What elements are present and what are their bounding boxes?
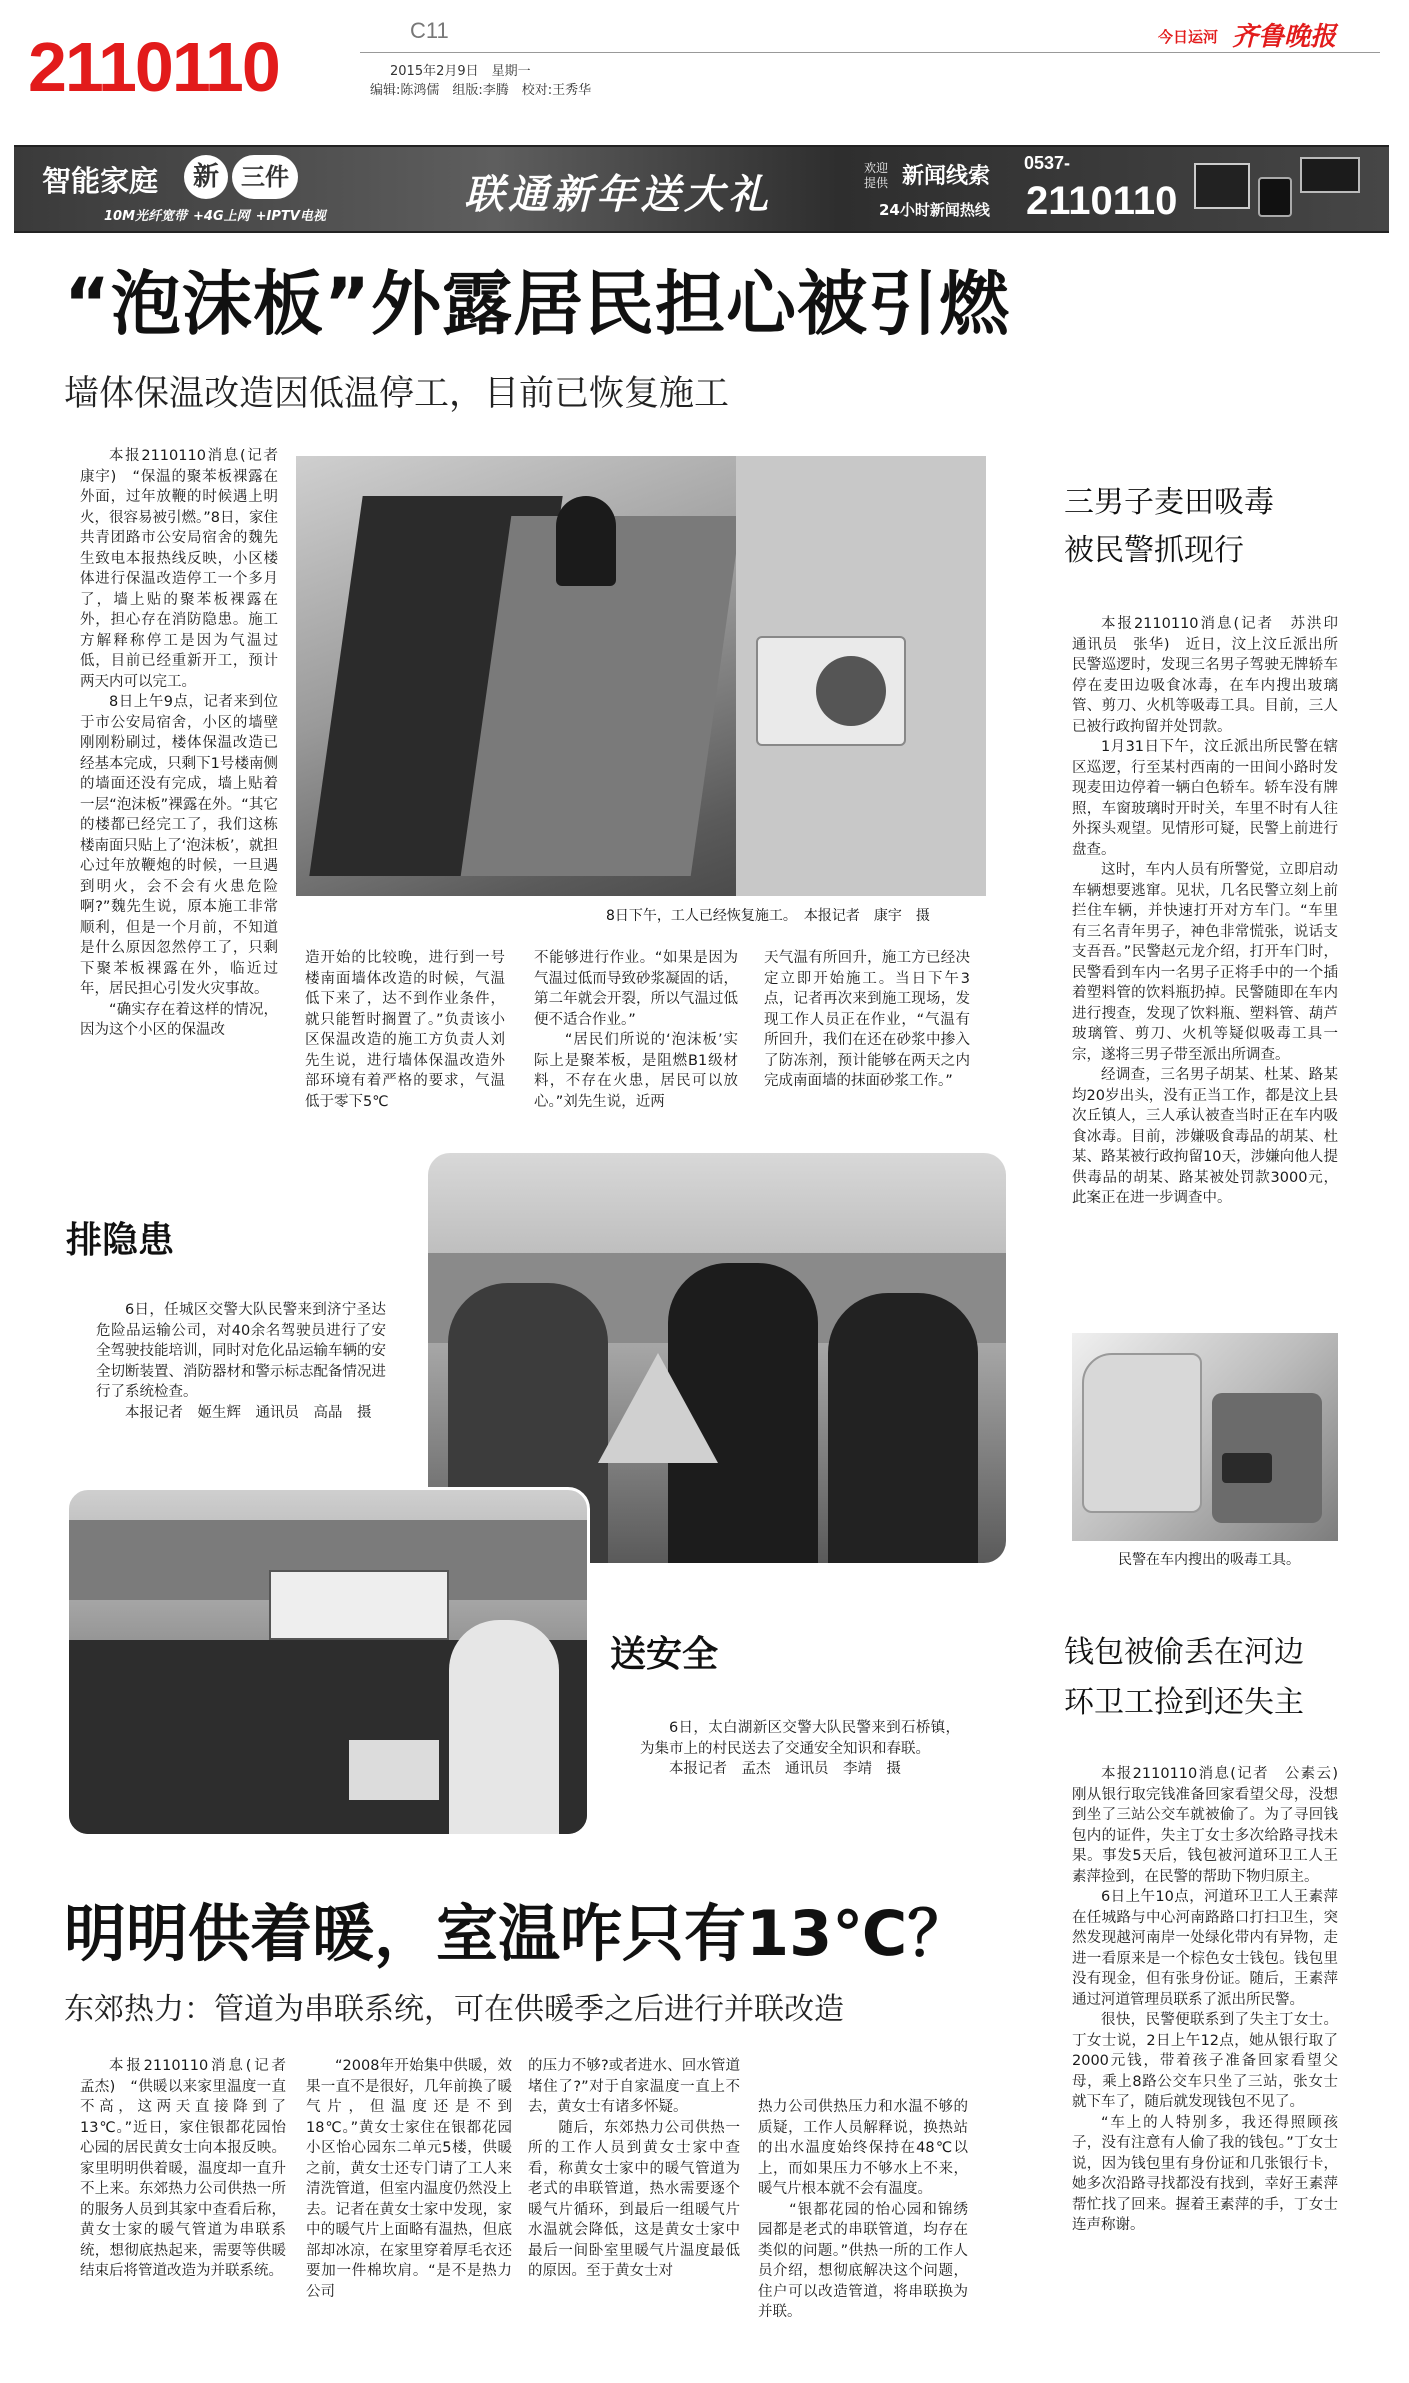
photo-credit: 本报记者 孟杰 通讯员 李靖 摄 [669,1761,901,1777]
heating-headline: 明明供着暖，室温咋只有13℃？ [64,1897,970,1970]
ad-hotline-number: 2110110 [1026,179,1178,223]
paragraph: 6日，太白湖新区交警大队民警来到石桥镇，为集市上的村民送去了交通安全知识和春联。 [640,1720,960,1757]
hotline-number: 2110110 [28,28,279,106]
paragraph: 本报2110110消息(记者 苏洪印 通讯员 张华) 近日，汶上汶丘派出所民警巡逻时，发现三名男子驾驶无牌轿车停在麦田边吸食冰毒，在车内搜出玻璃管、剪刀、火机等吸毒工具。目前，三人已被行政拘留并处罚款。 [1072,616,1353,735]
header-divider [360,52,1380,53]
drug-tools-photo [1072,1333,1338,1541]
ad-area-code: 0537- [1024,153,1071,173]
ad-badge-three: 三件 [232,155,298,199]
ad-item-broadband: 10M光纤宽带 [104,209,188,224]
paragraph: 本报2110110消息(记者 孟杰) “供暖以来家里温度一直不高，这两天直接降到了13℃。”近日，家住银都花园怡心园的居民黄女士向本报反映。家里明明供着暖，温度却一直升不上来。东郊热力公司供热一所的服务人员到其家中查看后称，黄女士家的暖气管道为串联系统，想彻底热起来，需要等供暖结束后将管道改造为并联系统。 [80,2058,301,2279]
ad-hotline-label: 24小时新闻热线 [879,201,990,219]
wallet-headline-line2: 环卫工捡到还失主 [1064,1685,1304,1720]
paper-name-logo: 齐鲁晚报 [1232,22,1337,52]
ad-badge-new: 新 [184,155,228,199]
ad-item-4g: +4G上网 [193,209,250,224]
ad-items [104,205,326,224]
paragraph: 热力公司供热压力和水温不够的质疑，工作人员解释说，换热站的出水温度始终保持在48℃以上，而如果压力不够水上不来，暖气片根本就不会有温度。 “银都花园的怡心园和锦绣园都是老式的串联管道，均存在类似的问题。”供热一所的工作人员介绍，想彻底解决这个问题，住户可以改造管道，将串联换为并联。 [758,2099,968,2320]
main-story-col4: 天气温有所回升，施工方已经决定立即开始施工。当日下午3点，记者再次来到施工现场，发现工作人员正在作业，“气温有所回升，我们在还在砂浆中掺入了防冻剂，预计能够在两天之内完成南面墙的抹面砂浆工作。” [764,950,970,1089]
drug-headline-line1: 三男子麦田吸毒 [1064,485,1274,520]
safety-headline: 送安全 [610,1634,719,1675]
paragraph: 8日上午9点，记者来到位于市公安局宿舍，小区的墙壁刚刚粉刷过，楼体保温改造已经基本完成，只剩下1号楼南侧的墙面还没有完成，墙上贴着一层“泡沫板”裸露在外。“其它的楼都已经完工了，我们这栋楼南面只贴上了‘泡沫板’，就担心过年放鞭炮的时候，一旦遇到明火，会不会有火患危险啊?”魏先生说，原本施工非常顺利，但是一个月前，不知道是什么原因忽然停工了，只剩下聚苯板裸露在外，临近过年，居民担心引发火灾事故。 [80,694,278,997]
drug-photo-caption: 民警在车内搜出的吸毒工具。 [1118,1552,1300,1568]
drug-headline-line2: 被民警抓现行 [1064,533,1244,568]
main-subheadline: 墙体保温改造因低温停工，目前已恢复施工 [64,374,730,414]
heating-col3: 的压力不够?或者进水、回水管道堵住了?”对于自家温度一直上不去，黄女士有诸多怀疑。 随后，东郊热力公司供热一所的工作人员到黄女士家中查看，称黄女士家中的暖气管道为老式的串联管道，热水需要逐个暖气片循环，到最后一组暖气片水温就会降低，这是黄女士家中最后一间卧室里暖气片温度最低的原因。至于黄女士对 [528,2058,740,2279]
paragraph: 本报2110110消息(记者 康宇) “保温的聚苯板裸露在外面，过年放鞭的时候遇上明火，很容易被引燃。”8日，家住共青团路市公安局宿舍的魏先生致电本报热线反映，小区楼体进行保温改造停工一个多月了，墙上贴的聚苯板裸露在外，担心存在消防隐患。施工方解释称停工是因为气温过低，目前已经重新开工，预计两天内可以完工。 [80,448,293,690]
construction-photo-caption: 8日下午，工人已经恢复施工。 本报记者 康宇 摄 [606,908,930,924]
section-name: 今日运河 [1158,28,1219,46]
construction-photo [296,456,986,896]
main-story-col1 [80,446,293,1041]
ad-banner [14,145,1389,233]
safety-market-photo [66,1487,590,1837]
heating-col4 [758,2056,968,2343]
ad-item-iptv: +IPTV电视 [255,209,326,224]
ad-slogan: 联通新年送大礼 [464,171,772,218]
drug-story-body [1072,614,1353,1209]
heating-col1 [80,2056,301,2282]
paragraph: 经调查，三名男子胡某、杜某、路某均20岁出头，没有正当工作，都是汶上县次丘镇人，三人承认被查当时正在车内吸食冰毒。目前，涉嫌吸食毒品的胡某、杜某、路某被行政拘留10天，涉嫌向他人提供毒品的胡某、路某被处罚款3000元，此案正在进一步调查中。 [1072,1067,1338,1206]
main-story-col3: 不能够进行作业。“如果是因为气温过低而导致砂浆凝固的话，第二年就会开裂，所以气温过低便不适合作业。” “居民们所说的‘泡沫板’实际上是聚苯板，是阻燃B1级材料，不存在火患，居民可以放心。”刘先生说，近两 [534,950,738,1110]
paragraph: 6日上午10点，河道环卫工人王素萍在任城路与中心河南路路口打扫卫生，突然发现越河南岸一处绿化带内有异物，走进一看原来是一个棕色女士钱包。钱包里没有现金，但有张身份证。随后，王素萍通过河道管理员联系了派出所民警。 [1072,1889,1338,2008]
main-story-col2: 造开始的比较晚，进行到一号楼南面墙体改造的时候，气温低下来了，达不到作业条件，就只能暂时搁置了。”负责该小区保温改造的施工方负责人刘先生说，进行墙体保温改造外部环境有着严格的要求，气温低于零下5℃ [305,950,505,1110]
paragraph: 本报2110110消息(记者 公素云) 刚从银行取完钱准备回家看望父母，没想到坐了三站公交车就被偷了。为了寻回钱包内的证件，失主丁女士多次给路寻找未果。事发5天后，钱包被河道环卫工人王素萍捡到，在民警的帮助下物归原主。 [1072,1766,1353,1885]
ad-news-tip: 新闻线索 [902,164,991,189]
safety-body [640,1718,960,1780]
ad-product-devices [1194,157,1364,221]
paragraph: “2008年开始集中供暖，效果一直不是很好，几年前换了暖气片，但温度还是不到18℃。”黄女士家住在银都花园小区怡心园东二单元5楼，供暖之前，黄女士还专门请了工人来清洗管道，但室内温度仍然没上去。记者在黄女士家中发现，家中的暖气片上面略有温热，但底部却冰凉，在家里穿着厚毛衣还要加一件棉坎肩。“是不是热力公司 [306,2058,512,2300]
page-number: C11 [410,18,449,43]
ad-left-title: 智能家庭 [42,164,159,198]
hazard-body [96,1300,386,1423]
staff-line: 编辑:陈鸿儒 组版:李腾 校对:王秀华 [370,83,592,98]
paragraph: 6日，任城区交警大队民警来到济宁圣达危险品运输公司，对40余名驾驶员进行了安全驾驶技能培训，同时对危化品运输车辆的安全切断装置、消防器材和警示标志配备情况进行了系统检查。 [96,1302,386,1400]
heating-col2 [306,2056,512,2302]
paragraph: “车上的人特别多，我还得照顾孩子，没有注意有人偷了我的钱包。”丁女士说，因为钱包里有身份证和几张银行卡，她多次沿路寻找都没有找到，幸好王素萍帮忙找了回来。握着王素萍的手，丁女士连声称谢。 [1072,2114,1338,2233]
paragraph: 很快，民警便联系到了失主丁女士。丁女士说，2日上午12点，她从银行取了2000元钱，带着孩子准备回家看望父母，乘上8路公交车只坐了三站，张女士就下车了，随后就发现钱包不见了。 [1072,2012,1338,2110]
paragraph: 1月31日下午，汶丘派出所民警在辖区巡逻，行至某村西南的一田间小路时发现麦田边停着一辆白色轿车。轿车没有牌照，车窗玻璃时开时关，车里不时有人往外探头观望。见情形可疑，民警上前进行盘查。 [1072,739,1338,858]
paragraph: “确实存在着这样的情况，因为这个小区的保温改 [80,1001,278,1038]
wallet-story-body [1072,1764,1353,2236]
wallet-headline-line1: 钱包被偷丢在河边 [1064,1635,1304,1670]
main-headline: “泡沫板”外露居民担心被引燃 [64,263,1011,345]
photo-credit: 本报记者 姬生辉 通讯员 高晶 摄 [125,1404,372,1421]
paragraph: 这时，车内人员有所警觉，立即启动车辆想要逃窜。见状，几名民警立刻上前拦住车辆，并快速打开对方车门。“车里有三名青年男子，神色非常慌张，说话支支吾吾。”民警赵元龙介绍，打开车门时，民警看到车内一名男子正将手中的一个插着塑料管的饮料瓶扔掉。民警随即在车内进行搜查，发现了饮料瓶、塑料管、葫芦玻璃管、剪刀、火机等疑似吸毒工具一宗，遂将三男子带至派出所调查。 [1072,862,1338,1063]
ad-welcome: 欢迎提供 [864,161,889,190]
hazard-headline: 排隐患 [66,1220,175,1261]
date-line: 2015年2月9日 星期一 [390,64,531,79]
heating-subheadline: 东郊热力：管道为串联系统，可在供暖季之后进行并联改造 [64,1992,844,2027]
